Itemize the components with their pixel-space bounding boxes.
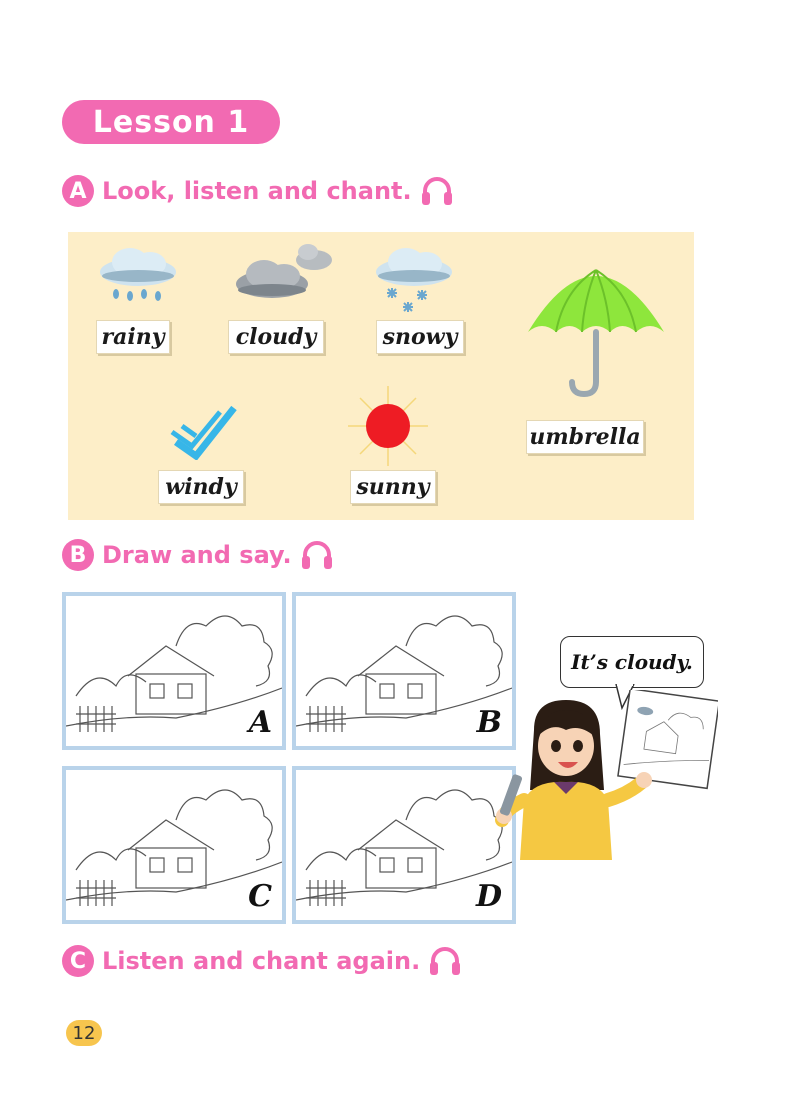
section-b-letter: B	[62, 539, 94, 571]
section-b-instruction: Draw and say.	[102, 541, 292, 569]
picture-label-c: C	[248, 879, 272, 914]
word-snowy: snowy	[376, 320, 464, 354]
word-umbrella: umbrella	[526, 420, 644, 454]
girl-with-drawing-illustration	[494, 690, 718, 860]
section-c-header	[62, 944, 462, 978]
rainy-cloud-icon	[96, 244, 180, 308]
picture-label-d: D	[475, 879, 502, 914]
headphones-icon[interactable]	[420, 174, 454, 208]
headphones-icon[interactable]	[428, 944, 462, 978]
picture-frame-b[interactable]	[292, 592, 516, 750]
section-c-letter: C	[62, 945, 94, 977]
vocabulary-panel	[68, 232, 694, 520]
speech-bubble-text: It’s cloudy.	[571, 650, 693, 674]
snowy-cloud-icon	[372, 244, 456, 316]
section-c-instruction: Listen and chant again.	[102, 947, 421, 975]
page-number: 12	[66, 1020, 102, 1046]
section-a-header	[62, 174, 454, 208]
section-a-letter: A	[62, 175, 94, 207]
windy-icon	[168, 404, 238, 460]
word-windy: windy	[158, 470, 244, 504]
speech-bubble	[560, 636, 704, 688]
word-cloudy: cloudy	[228, 320, 324, 354]
word-rainy: rainy	[96, 320, 170, 354]
picture-label-a: A	[248, 705, 272, 740]
picture-frame-c[interactable]	[62, 766, 286, 924]
picture-frame-a[interactable]	[62, 592, 286, 750]
section-a-instruction: Look, listen and chant.	[102, 177, 412, 205]
cloudy-icon	[232, 240, 336, 304]
umbrella-icon	[524, 260, 668, 400]
section-b-header	[62, 538, 334, 572]
picture-label-b: B	[476, 705, 502, 740]
word-sunny: sunny	[350, 470, 436, 504]
sun-icon	[346, 384, 430, 468]
lesson-title: Lesson 1	[62, 100, 280, 144]
picture-frame-d[interactable]	[292, 766, 516, 924]
headphones-icon[interactable]	[300, 538, 334, 572]
